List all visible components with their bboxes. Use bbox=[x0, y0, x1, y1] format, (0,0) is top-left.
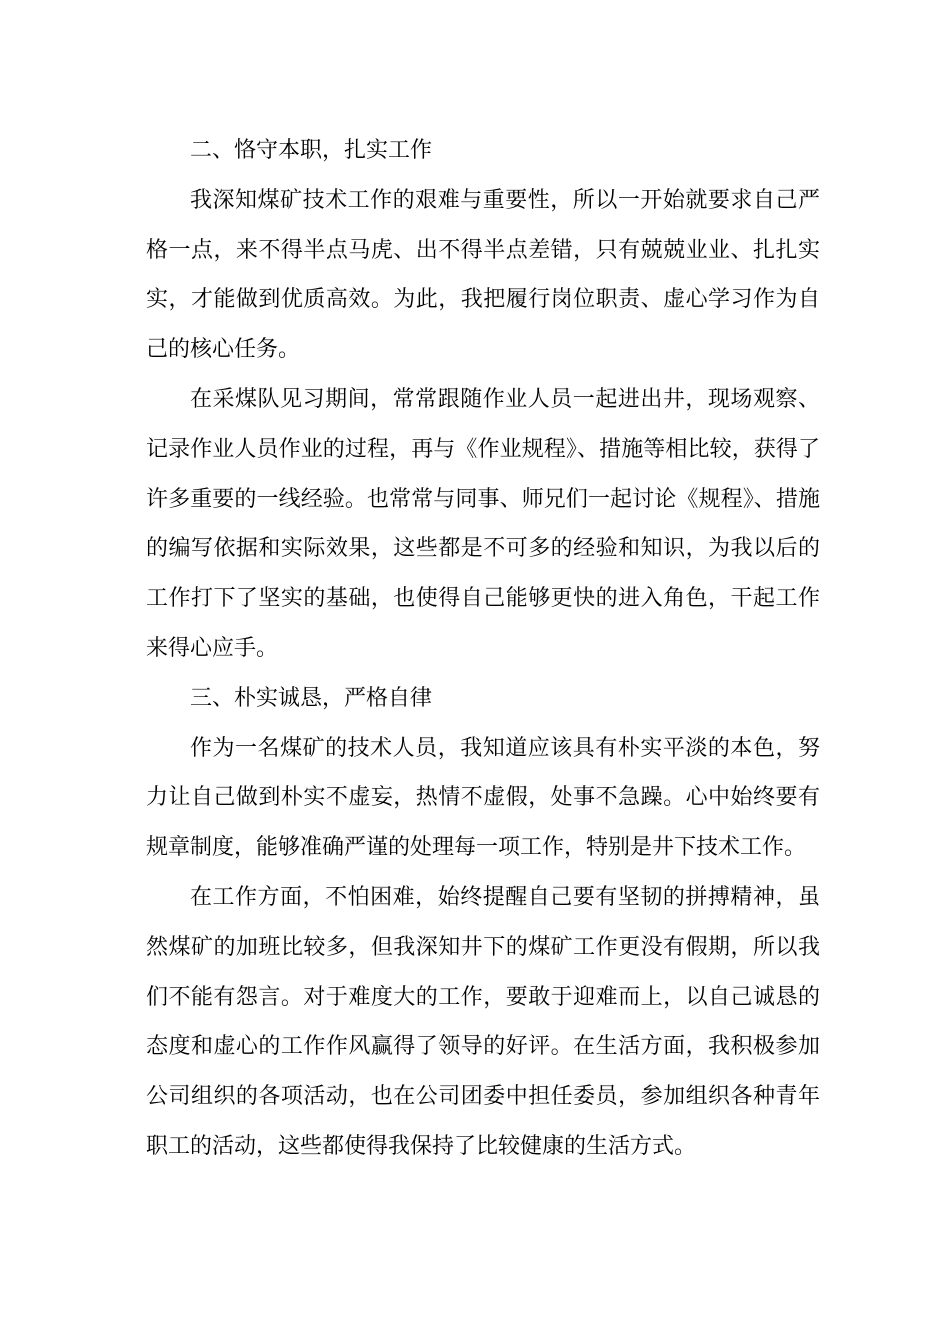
section-heading: 三、朴实诚恳，严格自律 bbox=[190, 685, 433, 711]
paragraph: 在采煤队见习期间，常常跟随作业人员一起进出井，现场观察、记录作业人员作业的过程，再与《作业规程》、措施等相比较，获得了许多重要的一线经验。也常常与同事、师兄们一起讨论《规程》、措施的编写依据和实际效果，这些都是不可多的经验和知识，为我以后的工作打下了坚实的基础，也使得自己能够更快的进入角色，干起工作来得心应手。 bbox=[146, 386, 820, 661]
paragraph: 在工作方面，不怕困难，始终提醒自己要有坚韧的拼搏精神，虽然煤矿的加班比较多，但我深知井下的煤矿工作更没有假期，所以我们不能有怨言。对于难度大的工作，要敢于迎难而上，以自己诚恳的态度和虚心的工作作风赢得了领导的好评。在生活方面，我积极参加公司组织的各项活动，也在公司团委中担任委员，参加组织各种青年职工的活动，这些都使得我保持了比较健康的生活方式。 bbox=[146, 884, 820, 1159]
paragraph: 我深知煤矿技术工作的艰难与重要性，所以一开始就要求自己严格一点，来不得半点马虎、出不得半点差错，只有兢兢业业、扎扎实实，才能做到优质高效。为此，我把履行岗位职责、虚心学习作为自己的核心任务。 bbox=[146, 187, 820, 363]
document-page bbox=[146, 126, 820, 1172]
paragraph: 作为一名煤矿的技术人员，我知道应该具有朴实平淡的本色，努力让自己做到朴实不虚妄，热情不虚假，处事不急躁。心中始终要有规章制度，能够准确严谨的处理每一项工作，特别是井下技术工作。 bbox=[146, 735, 820, 861]
section-heading: 二、恪守本职，扎实工作 bbox=[190, 138, 433, 163]
